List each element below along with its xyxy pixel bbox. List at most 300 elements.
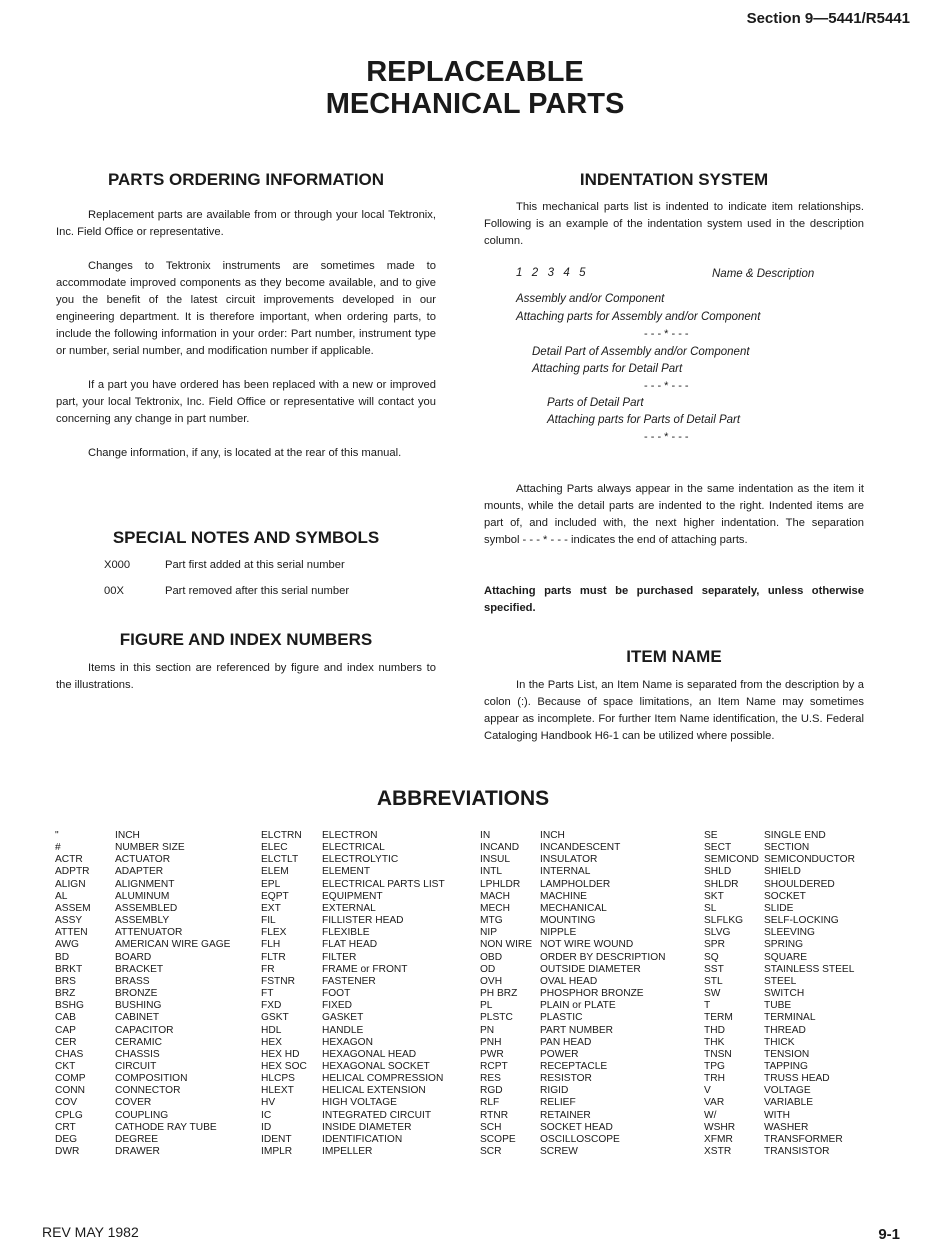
abbreviation-row [261, 988, 445, 1000]
abbreviation-meaning: CIRCUIT [115, 1060, 157, 1072]
abbreviation-code: SL [704, 902, 717, 914]
abbreviation-meaning: INTERNAL [540, 866, 591, 878]
abbreviation-code: TRH [704, 1073, 725, 1085]
abbreviation-row [55, 1110, 230, 1122]
abbreviation-code: HEX [261, 1036, 282, 1048]
parts-ordering-paragraph-4: Change information, if any, is located at the rear of this manual. [88, 447, 402, 459]
parts-ordering-paragraph-3: If a part you have ordered has been replaced with a new or improved part, your local Tektronix, Inc. Field Office or representative will contact you concerning any change in part number. [56, 379, 436, 425]
abbreviation-row [480, 1110, 665, 1122]
abbreviation-meaning: OVAL HEAD [540, 975, 598, 987]
separator-symbol: - - - * - - - [644, 380, 689, 392]
symbol-code: 00X [104, 585, 124, 597]
abbreviation-row [261, 915, 445, 927]
abbreviation-meaning: IMPELLER [322, 1146, 373, 1158]
abbreviation-meaning: CHASSIS [115, 1048, 160, 1060]
abbreviation-meaning: HANDLE [322, 1024, 364, 1036]
parts-ordering-heading: PARTS ORDERING INFORMATION [107, 170, 385, 189]
abbreviation-row [704, 1085, 855, 1097]
abbreviation-code: HDL [261, 1024, 282, 1036]
abbreviation-meaning: HIGH VOLTAGE [322, 1097, 397, 1109]
abbreviation-code: XSTR [704, 1146, 732, 1158]
abbreviation-meaning: NIPPLE [540, 927, 577, 939]
abbreviations-column-1 [55, 830, 230, 1158]
abbreviation-code: CAB [55, 1012, 76, 1024]
abbreviation-row [261, 842, 445, 854]
abbreviation-row [55, 1146, 230, 1158]
abbreviation-meaning: FRAME or FRONT [322, 963, 408, 975]
abbreviation-row [55, 1000, 230, 1012]
abbreviation-meaning: PART NUMBER [540, 1024, 614, 1036]
abbreviation-row [55, 1025, 230, 1037]
abbreviation-code: TPG [704, 1060, 725, 1072]
separator-symbol: - - - * - - - [644, 431, 689, 443]
abbreviation-meaning: ELECTRICAL PARTS LIST [322, 878, 445, 890]
revision-date: REV MAY 1982 [42, 1224, 139, 1240]
abbreviation-row [704, 1122, 855, 1134]
separator-symbol: - - - * - - - [644, 328, 689, 340]
abbreviation-meaning: DRAWER [115, 1146, 160, 1158]
abbreviation-meaning: TRANSISTOR [764, 1146, 830, 1158]
abbreviation-meaning: TUBE [764, 1000, 792, 1012]
abbreviation-meaning: BUSHING [115, 1000, 162, 1012]
abbreviation-meaning: SPRING [764, 939, 804, 951]
abbreviation-row [261, 964, 445, 976]
abbreviation-meaning: CONNECTOR [115, 1085, 181, 1097]
abbreviation-meaning: GASKET [322, 1012, 364, 1024]
abbreviation-row [704, 1110, 855, 1122]
abbreviation-meaning: INCH [540, 830, 565, 841]
abbreviation-meaning: PLASTIC [540, 1012, 583, 1024]
abbreviation-code: ASSY [55, 915, 83, 927]
abbreviation-code: ATTEN [55, 927, 88, 939]
abbreviation-code: ADPTR [55, 866, 90, 878]
page-title-line-2: MECHANICAL PARTS [325, 88, 625, 120]
abbreviation-code: FR [261, 963, 275, 975]
abbreviation-code: AL [55, 890, 68, 902]
abbreviation-code: COV [55, 1097, 78, 1109]
abbreviation-row [55, 1049, 230, 1061]
indentation-intro [484, 199, 864, 250]
abbreviation-row [480, 866, 665, 878]
indent-example-level-2: Detail Part of Assembly and/or Component [532, 346, 750, 358]
abbreviation-row [261, 939, 445, 951]
abbreviation-code: PNH [480, 1036, 502, 1048]
abbreviation-code: INCAND [480, 842, 520, 854]
abbreviation-row [480, 1025, 665, 1037]
abbreviation-row [704, 976, 855, 988]
abbreviation-code: PWR [480, 1048, 504, 1060]
abbreviation-code: AWG [55, 939, 79, 951]
abbreviation-code: SLVG [704, 927, 731, 939]
indentation-paragraph-2: Attaching Parts always appear in the same indentation as the item it mounts, while the detail parts are indented to the right. Indented items are part of, and included with, the next higher indentation. The separation symbol - - - * - - - indicates the end of attaching parts. [484, 483, 864, 546]
abbreviation-row [480, 988, 665, 1000]
abbreviation-row [480, 891, 665, 903]
abbreviation-code: NON WIRE [480, 939, 533, 951]
abbreviation-code: SST [704, 963, 724, 975]
abbreviation-code: RLF [480, 1097, 500, 1109]
abbreviation-row [704, 1025, 855, 1037]
abbreviation-meaning: HEXAGONAL HEAD [322, 1048, 417, 1060]
abbreviation-row [480, 903, 665, 915]
special-notes-heading: SPECIAL NOTES AND SYMBOLS [112, 528, 380, 547]
abbreviation-code: T [704, 1000, 711, 1012]
abbreviation-code: V [704, 1085, 711, 1097]
abbreviation-row [261, 1073, 445, 1085]
abbreviation-row [55, 964, 230, 976]
abbreviation-row [55, 1073, 230, 1085]
abbreviations-column-3 [480, 830, 665, 1158]
parts-ordering-text [56, 207, 436, 462]
abbreviation-meaning: PLAIN or PLATE [540, 1000, 616, 1012]
abbreviation-row [261, 1000, 445, 1012]
abbreviation-row [704, 891, 855, 903]
abbreviation-meaning: STEEL [764, 975, 797, 987]
abbreviation-meaning: THICK [764, 1036, 795, 1048]
abbreviation-code: FSTNR [261, 975, 295, 987]
abbreviation-meaning: VOLTAGE [764, 1085, 811, 1097]
abbreviation-code: MACH [480, 890, 510, 902]
abbreviation-code: # [55, 842, 61, 854]
abbreviation-meaning: OSCILLOSCOPE [540, 1133, 620, 1145]
abbreviation-meaning: ELECTROLYTIC [322, 854, 399, 866]
abbreviation-code: W/ [704, 1109, 717, 1121]
abbreviation-row [704, 830, 855, 842]
abbreviation-code: SE [704, 830, 718, 841]
attaching-parts-note [484, 583, 864, 617]
abbreviation-code: SCH [480, 1121, 502, 1133]
abbreviation-meaning: FLAT HEAD [322, 939, 378, 951]
abbreviation-meaning: EQUIPMENT [322, 890, 383, 902]
abbreviation-row [704, 1049, 855, 1061]
abbreviation-meaning: RESISTOR [540, 1073, 592, 1085]
abbreviation-row [55, 1122, 230, 1134]
abbreviation-code: THD [704, 1024, 725, 1036]
abbreviation-meaning: TAPPING [764, 1060, 808, 1072]
abbreviation-code: EPL [261, 878, 281, 890]
abbreviation-row [55, 879, 230, 891]
abbreviation-row [704, 879, 855, 891]
abbreviation-meaning: OUTSIDE DIAMETER [540, 963, 641, 975]
abbreviation-code: FXD [261, 1000, 282, 1012]
abbreviation-code: DWR [55, 1146, 80, 1158]
abbreviation-row [480, 915, 665, 927]
abbreviation-meaning: PAN HEAD [540, 1036, 592, 1048]
abbreviation-row [704, 842, 855, 854]
abbreviation-meaning: SOCKET HEAD [540, 1121, 613, 1133]
abbreviation-row [55, 1134, 230, 1146]
abbreviation-row [55, 1097, 230, 1109]
abbreviation-code: BRS [55, 975, 76, 987]
abbreviation-meaning: ASSEMBLED [115, 902, 178, 914]
abbreviation-row [261, 891, 445, 903]
abbreviation-code: SHLD [704, 866, 732, 878]
abbreviation-meaning: VARIABLE [764, 1097, 814, 1109]
attaching-parts-note-text: Attaching parts must be purchased separately, unless otherwise specified. [484, 585, 864, 614]
abbreviation-code: FLEX [261, 927, 287, 939]
symbol-description: Part removed after this serial number [165, 585, 350, 597]
abbreviation-row [480, 830, 665, 842]
abbreviation-row [480, 1073, 665, 1085]
abbreviation-meaning: FILLISTER HEAD [322, 915, 404, 927]
abbreviation-meaning: ALIGNMENT [115, 878, 175, 890]
abbreviation-row [261, 1134, 445, 1146]
abbreviation-row [480, 842, 665, 854]
abbreviation-row [704, 1097, 855, 1109]
abbreviations-heading: ABBREVIATIONS [376, 787, 550, 810]
abbreviation-row [261, 1146, 445, 1158]
abbreviation-row [55, 891, 230, 903]
indentation-paragraph-1: This mechanical parts list is indented to indicate item relationships. Following is an example of the indentation system used in the description column. [484, 201, 864, 247]
abbreviation-row [480, 1085, 665, 1097]
abbreviation-code: SQ [704, 951, 719, 963]
figure-index-text [56, 660, 436, 694]
abbreviation-row [480, 1000, 665, 1012]
abbreviation-row [55, 830, 230, 842]
abbreviation-code: BRKT [55, 963, 83, 975]
abbreviation-row [55, 842, 230, 854]
abbreviation-code: OBD [480, 951, 503, 963]
abbreviation-code: HLCPS [261, 1073, 295, 1085]
abbreviation-row [704, 866, 855, 878]
abbreviation-row [704, 1073, 855, 1085]
abbreviation-code: SPR [704, 939, 725, 951]
abbreviation-code: FIL [261, 915, 276, 927]
abbreviation-meaning: FOOT [322, 988, 351, 1000]
abbreviation-code: PH BRZ [480, 988, 518, 1000]
abbreviation-row [704, 1134, 855, 1146]
abbreviation-meaning: COUPLING [115, 1109, 169, 1121]
abbreviation-meaning: ALUMINUM [115, 890, 170, 902]
abbreviation-code: OD [480, 963, 496, 975]
abbreviation-meaning: IDENTIFICATION [322, 1133, 403, 1145]
abbreviation-row [261, 1122, 445, 1134]
abbreviation-meaning: BRASS [115, 975, 150, 987]
abbreviation-row [55, 854, 230, 866]
abbreviation-row [480, 952, 665, 964]
abbreviation-row [261, 866, 445, 878]
abbreviation-row [55, 939, 230, 951]
abbreviation-code: SHLDR [704, 878, 739, 890]
abbreviation-meaning: ASSEMBLY [115, 915, 170, 927]
abbreviation-code: FLH [261, 939, 281, 951]
abbreviation-meaning: SHIELD [764, 866, 801, 878]
abbreviation-code: OVH [480, 975, 503, 987]
page-number: 9-1 [878, 1226, 900, 1243]
abbreviation-code: ACTR [55, 854, 83, 866]
abbreviation-row [55, 952, 230, 964]
abbreviation-row [261, 1061, 445, 1073]
abbreviation-row [55, 1085, 230, 1097]
abbreviation-row [55, 1061, 230, 1073]
abbreviation-row [55, 866, 230, 878]
abbreviation-meaning: SQUARE [764, 951, 808, 963]
abbreviation-meaning: RIGID [540, 1085, 569, 1097]
abbreviation-row [261, 1049, 445, 1061]
abbreviation-code: EXT [261, 902, 281, 914]
abbreviation-code: HV [261, 1097, 276, 1109]
abbreviation-code: TNSN [704, 1048, 732, 1060]
abbreviation-row [704, 952, 855, 964]
abbreviation-meaning: COMPOSITION [115, 1073, 188, 1085]
abbreviation-meaning: BRACKET [115, 963, 164, 975]
abbreviation-code: ELCTRN [261, 830, 302, 841]
item-name-text [484, 677, 864, 745]
abbreviation-code: PLSTC [480, 1012, 513, 1024]
abbreviation-code: RCPT [480, 1060, 508, 1072]
abbreviation-code: CRT [55, 1121, 76, 1133]
abbreviation-meaning: TRANSFORMER [764, 1133, 843, 1145]
abbreviation-row [55, 927, 230, 939]
abbreviation-meaning: SINGLE END [764, 830, 826, 841]
abbreviation-meaning: SCREW [540, 1146, 578, 1158]
abbreviation-row [704, 915, 855, 927]
abbreviation-meaning: HEXAGONAL SOCKET [322, 1060, 430, 1072]
item-name-paragraph: In the Parts List, an Item Name is separated from the description by a colon (:). Because of space limitations, an Item Name may sometimes appear as incomplete. For further Item Name identification, the U.S. Federal Cataloging Handbook H6-1 can be utilized where possible. [484, 679, 864, 742]
abbreviation-meaning: WASHER [764, 1121, 809, 1133]
abbreviation-code: CKT [55, 1060, 76, 1072]
abbreviation-row [704, 1037, 855, 1049]
abbreviation-code: SKT [704, 890, 724, 902]
abbreviation-row [55, 988, 230, 1000]
abbreviation-code: IC [261, 1109, 272, 1121]
abbreviation-row [480, 927, 665, 939]
abbreviation-row [480, 1037, 665, 1049]
abbreviation-meaning: SLEEVING [764, 927, 815, 939]
abbreviation-row [480, 964, 665, 976]
abbreviation-meaning: HEXAGON [322, 1036, 373, 1048]
abbreviation-meaning: FIXED [322, 1000, 353, 1012]
abbreviation-meaning: RELIEF [540, 1097, 576, 1109]
abbreviation-meaning: HELICAL EXTENSION [322, 1085, 426, 1097]
abbreviation-meaning: BOARD [115, 951, 152, 963]
abbreviation-code: SEMICOND [704, 854, 759, 866]
abbreviation-meaning: SEMICONDUCTOR [764, 854, 855, 866]
page-title-line-1: REPLACEABLE [366, 56, 584, 88]
indent-level-numbers: 1 2 3 4 5 [516, 267, 587, 279]
abbreviation-row [261, 854, 445, 866]
abbreviation-row [704, 1061, 855, 1073]
abbreviation-meaning: ADAPTER [115, 866, 164, 878]
abbreviation-code: COMP [55, 1073, 86, 1085]
abbreviation-row [480, 854, 665, 866]
abbreviation-code: ELEC [261, 842, 288, 854]
abbreviation-code: IN [480, 830, 491, 841]
parts-ordering-paragraph-2: Changes to Tektronix instruments are sometimes made to accommodate improved components as they become available, and to give you the benefit of the latest circuit improvements developed in our engineering department. It is therefore important, when ordering parts, to include the following information in your order: Part number, instrument type or number, serial number, and modification number if applicable. [56, 260, 436, 357]
abbreviation-row [704, 903, 855, 915]
abbreviation-meaning: BRONZE [115, 988, 158, 1000]
abbreviation-row [704, 927, 855, 939]
abbreviation-row [480, 1049, 665, 1061]
abbreviation-meaning: WITH [764, 1109, 791, 1121]
abbreviation-meaning: INSIDE DIAMETER [322, 1121, 412, 1133]
abbreviation-code: HLEXT [261, 1085, 294, 1097]
abbreviation-meaning: THREAD [764, 1024, 806, 1036]
abbreviation-code: CER [55, 1036, 77, 1048]
abbreviation-meaning: FILTER [322, 951, 357, 963]
abbreviation-code: SLFLKG [704, 915, 744, 927]
abbreviation-code: CONN [55, 1085, 85, 1097]
abbreviation-meaning: TRUSS HEAD [764, 1073, 830, 1085]
figure-index-heading: FIGURE AND INDEX NUMBERS [119, 630, 373, 649]
abbreviation-code: RES [480, 1073, 501, 1085]
abbreviation-meaning: CERAMIC [115, 1036, 162, 1048]
abbreviation-code: ELCTLT [261, 854, 299, 866]
abbreviation-meaning: PHOSPHOR BRONZE [540, 988, 644, 1000]
abbreviation-meaning: SWITCH [764, 988, 805, 1000]
symbol-row [104, 585, 349, 597]
abbreviation-code: RTNR [480, 1109, 509, 1121]
abbreviation-code: INTL [480, 866, 503, 878]
abbreviation-code: WSHR [704, 1121, 736, 1133]
abbreviation-meaning: ORDER BY DESCRIPTION [540, 951, 666, 963]
name-description-label: Name & Description [712, 268, 815, 280]
abbreviation-code: STL [704, 975, 723, 987]
abbreviation-meaning: STAINLESS STEEL [764, 963, 855, 975]
abbreviation-meaning: SOCKET [764, 890, 806, 902]
abbreviation-row [480, 879, 665, 891]
indentation-heading: INDENTATION SYSTEM [579, 170, 769, 189]
abbreviation-code: PN [480, 1024, 495, 1036]
abbreviation-row [261, 1085, 445, 1097]
abbreviation-meaning: ELECTRON [322, 830, 378, 841]
abbreviation-meaning: POWER [540, 1048, 579, 1060]
parts-ordering-paragraph-1: Replacement parts are available from or through your local Tektronix, Inc. Field Office or representative. [56, 209, 436, 238]
abbreviation-meaning: COVER [115, 1097, 152, 1109]
item-name-heading: ITEM NAME [626, 647, 722, 666]
abbreviation-code: IMPLR [261, 1146, 293, 1158]
abbreviation-meaning: INTEGRATED CIRCUIT [322, 1109, 432, 1121]
abbreviation-meaning: NUMBER SIZE [115, 842, 185, 854]
abbreviation-row [55, 1037, 230, 1049]
abbreviation-row [704, 1012, 855, 1024]
abbreviation-code: EQPT [261, 890, 289, 902]
abbreviations-column-2 [261, 830, 445, 1158]
abbreviation-row [704, 964, 855, 976]
abbreviation-meaning: ACTUATOR [115, 854, 171, 866]
symbol-row [104, 559, 345, 571]
abbreviation-meaning: DEGREE [115, 1133, 159, 1145]
indent-example-level-2-attaching: Attaching parts for Detail Part [532, 363, 683, 375]
abbreviation-code: ID [261, 1121, 272, 1133]
abbreviation-code: FLTR [261, 951, 286, 963]
abbreviation-row [55, 976, 230, 988]
abbreviation-meaning: MACHINE [540, 890, 587, 902]
abbreviation-code: FT [261, 988, 274, 1000]
abbreviation-row [704, 854, 855, 866]
abbreviation-meaning: CABINET [115, 1012, 160, 1024]
abbreviation-row [480, 1122, 665, 1134]
abbreviation-code: CPLG [55, 1109, 83, 1121]
abbreviation-code: ELEM [261, 866, 289, 878]
symbol-description: Part first added at this serial number [165, 559, 345, 571]
abbreviation-row [55, 903, 230, 915]
section-reference: Section 9—5441/R5441 [746, 10, 910, 27]
abbreviation-code: PL [480, 1000, 493, 1012]
abbreviation-meaning: NOT WIRE WOUND [540, 939, 634, 951]
abbreviation-meaning: EXTERNAL [322, 902, 376, 914]
abbreviation-code: BD [55, 951, 70, 963]
abbreviation-row [55, 1012, 230, 1024]
abbreviation-code: ALIGN [55, 878, 86, 890]
abbreviation-meaning: MOUNTING [540, 915, 596, 927]
indent-example-level-1: Assembly and/or Component [516, 293, 665, 305]
abbreviation-meaning: TENSION [764, 1048, 810, 1060]
abbreviation-meaning: SELF-LOCKING [764, 915, 839, 927]
abbreviation-row [480, 1012, 665, 1024]
abbreviation-code: XFMR [704, 1133, 733, 1145]
abbreviation-row [480, 1134, 665, 1146]
abbreviation-meaning: INCH [115, 830, 140, 841]
